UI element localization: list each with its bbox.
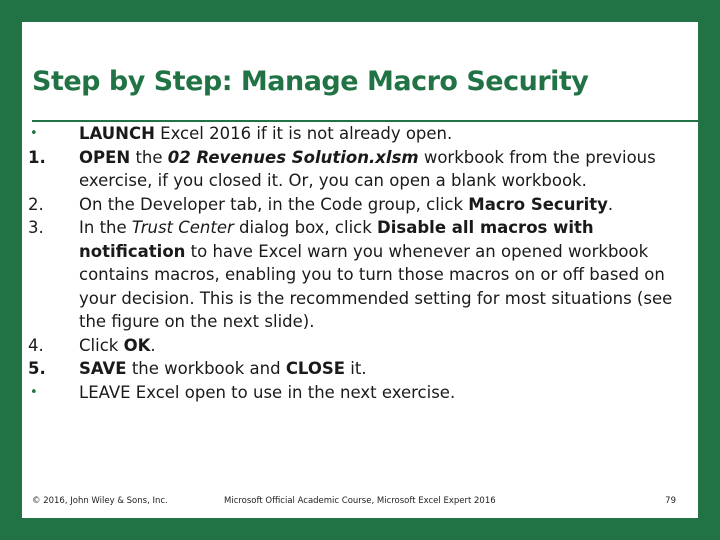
step-text: Disable all macros with notification — [79, 218, 594, 261]
step-number: 1. — [28, 147, 46, 167]
step-text: it. — [345, 359, 367, 378]
step-text: the — [130, 147, 168, 167]
step-text: Trust Center — [131, 218, 234, 237]
step-text: Click — [79, 335, 124, 355]
step-text: LAUNCH — [79, 124, 155, 143]
step-text: the workbook and — [126, 359, 286, 378]
bullet-marker: • — [30, 126, 38, 141]
list-item-step-3 — [28, 216, 692, 334]
step-text: . — [607, 194, 614, 214]
step-text: to have Excel warn you whenever an opened workbook contains macros, enabling you to turn those macros on or off based on your decision. This is the recommended setting for most situations (see the figure on the next slide). — [79, 241, 673, 331]
step-number: 3. — [28, 218, 44, 237]
list-item-step-5 — [28, 357, 692, 381]
step-text: LEAVE Excel open to use in the next exercise. — [79, 382, 456, 402]
footer-course-title: Microsoft Official Academic Course, Microsoft Excel Expert 2016 — [224, 496, 496, 506]
step-text: dialog box, click — [233, 218, 378, 237]
step-text: On the Developer tab, in the Code group, click — [79, 194, 469, 214]
step-text: OK — [123, 335, 151, 355]
bullet-marker: • — [30, 384, 38, 400]
step-text: . — [150, 335, 156, 355]
list-item-step-1 — [28, 146, 692, 193]
step-number: 2. — [28, 194, 44, 214]
list-item-leave — [28, 381, 692, 405]
step-text: Macro Security — [468, 194, 608, 214]
list-item-step-4 — [28, 334, 692, 358]
step-number: 5. — [28, 359, 46, 378]
footer-page-number: 79 — [665, 496, 676, 506]
slide-canvas — [22, 22, 698, 518]
step-text: Excel 2016 if it is not already open. — [154, 124, 453, 143]
list-item-launch — [28, 122, 692, 146]
footer-copyright: © 2016, John Wiley & Sons, Inc. — [32, 496, 168, 506]
step-number: 4. — [28, 335, 44, 355]
step-text: CLOSE — [285, 359, 346, 378]
step-text: OPEN — [79, 147, 131, 167]
step-text: SAVE — [79, 359, 127, 378]
step-text: In the — [79, 218, 132, 237]
list-item-step-2 — [28, 193, 692, 217]
slide-title: Step by Step: Manage Macro Security — [32, 66, 589, 97]
step-text: workbook from the previous exercise, if you closed it. Or, you can open a blank workbook. — [79, 147, 656, 190]
step-list — [28, 122, 692, 404]
step-filename: 02 Revenues Solution.xlsm — [167, 147, 419, 167]
